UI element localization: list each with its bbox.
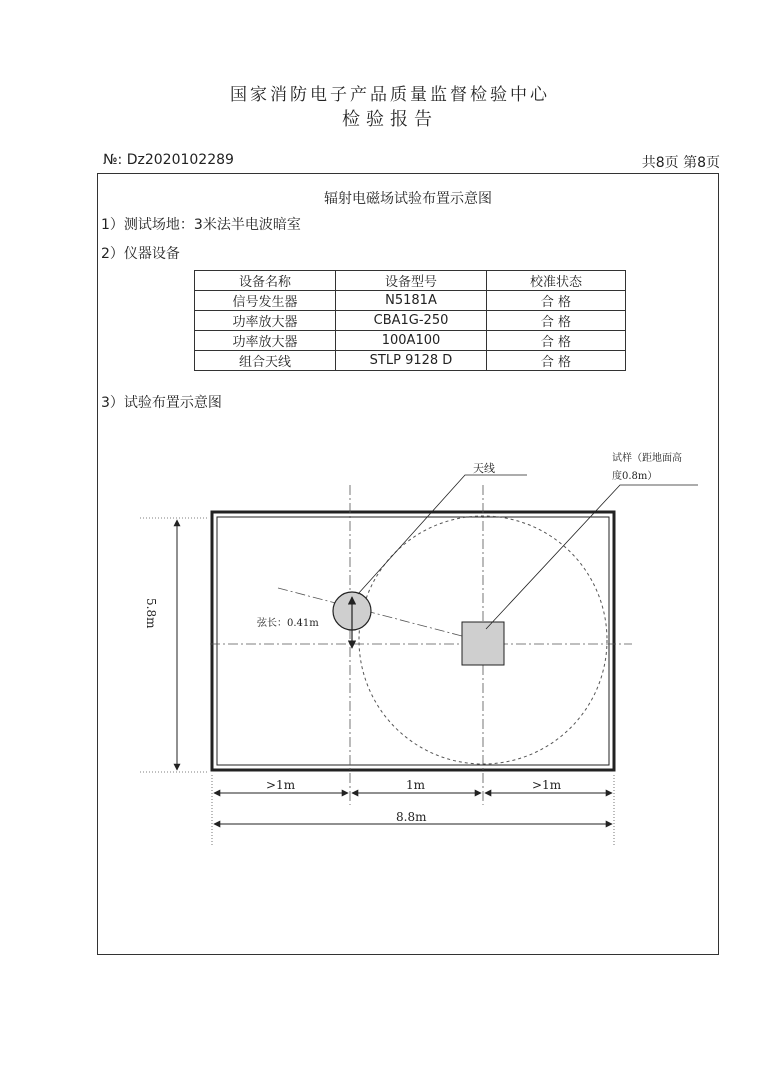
dim-left-label: >1m — [266, 778, 296, 792]
cell-name: 组合天线 — [195, 351, 336, 371]
col-header-name: 设备名称 — [195, 271, 336, 291]
chamber-inner-wall — [217, 517, 609, 765]
col-header-status: 校准状态 — [487, 271, 626, 291]
antenna-callout-line — [358, 475, 527, 594]
cell-status: 合 格 — [487, 351, 626, 371]
sample-box — [462, 622, 504, 665]
antenna-label: 天线 — [473, 462, 495, 475]
report-title: 检验报告 — [342, 109, 438, 130]
dim-total-label: 8.8m — [396, 810, 427, 824]
sample-label-line2: 度0.8m） — [612, 471, 658, 482]
cell-model: CBA1G-250 — [336, 311, 487, 331]
col-header-model: 设备型号 — [336, 271, 487, 291]
sample-callout-line — [486, 485, 698, 629]
cell-model: 100A100 — [336, 331, 487, 351]
cell-name: 功率放大器 — [195, 331, 336, 351]
cell-name: 信号发生器 — [195, 291, 336, 311]
cell-status: 合 格 — [487, 331, 626, 351]
height-dim-label: 5.8m — [144, 598, 158, 629]
sample-label-line1: 试样（距地面高 — [612, 453, 682, 464]
chamber-outer-wall — [212, 512, 614, 770]
cell-status: 合 格 — [487, 311, 626, 331]
chord-length-label: 弦长：0.41m — [257, 618, 319, 629]
report-number: №: Dz2020102289 — [103, 152, 234, 168]
cell-model: STLP 9128 D — [336, 351, 487, 371]
dim-right-label: >1m — [532, 778, 562, 792]
cell-model: N5181A — [336, 291, 487, 311]
section-title: 辐射电磁场试验布置示意图 — [324, 191, 492, 207]
equipment-item: 2）仪器设备 — [101, 246, 180, 262]
cell-status: 合 格 — [487, 291, 626, 311]
test-site-item: 1）测试场地：3米法半电波暗室 — [101, 217, 301, 233]
cell-name: 功率放大器 — [195, 311, 336, 331]
org-title: 国家消防电子产品质量监督检验中心 — [230, 85, 550, 105]
page-info: 共8页 第8页 — [641, 155, 720, 171]
dim-mid-label: 1m — [406, 778, 426, 792]
layout-item: 3）试验布置示意图 — [101, 395, 222, 411]
